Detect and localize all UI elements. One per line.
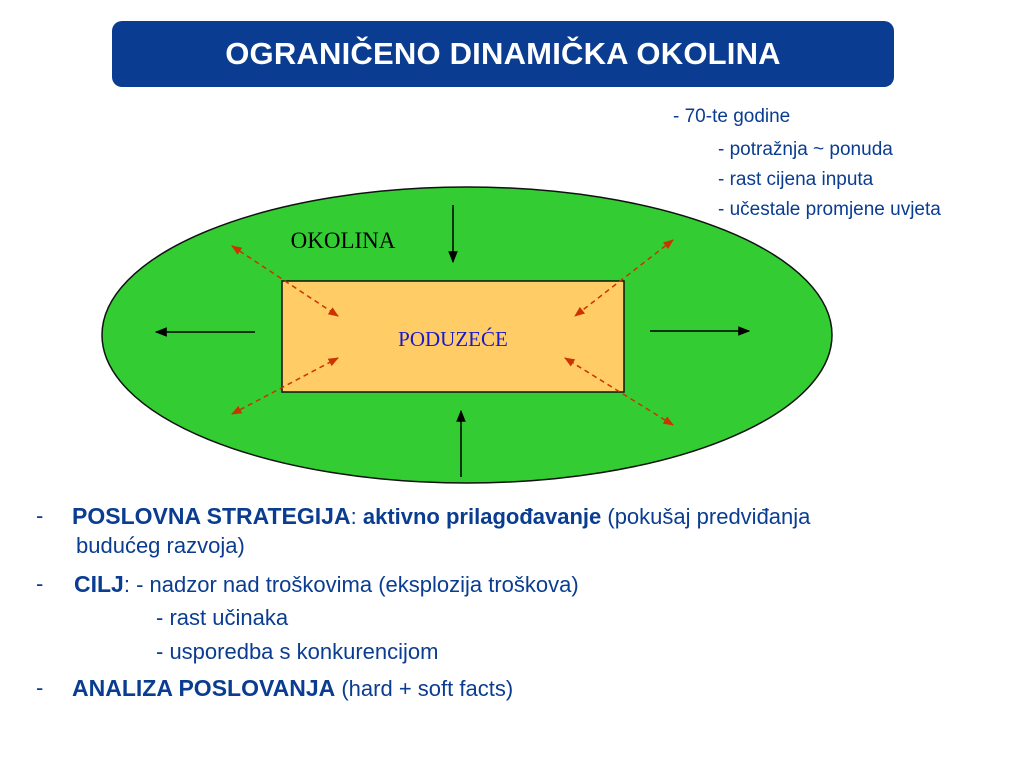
- strategy-colon: :: [350, 504, 357, 529]
- environment-label: OKOLINA: [290, 228, 396, 253]
- analysis-rest: (hard + soft facts): [341, 676, 514, 701]
- slide-title: OGRANIČENO DINAMIČKA OKOLINA: [225, 36, 781, 71]
- notes-heading: - 70-te godine: [673, 106, 791, 127]
- bullet-dash: -: [36, 571, 44, 596]
- bullet-goal: [36, 571, 996, 605]
- notes-item: - rast cijena inputa: [718, 169, 874, 190]
- strategy-rest: (pokušaj predviđanja: [607, 504, 811, 529]
- strategy-continuation: budućeg razvoja): [76, 533, 245, 558]
- strategy-label: POSLOVNA STRATEGIJA: [72, 503, 351, 529]
- bullet-list: [36, 503, 996, 709]
- bullet-analysis: [36, 675, 996, 709]
- notes-item: - potražnja ~ ponuda: [718, 139, 893, 160]
- goal-label: CILJ: [74, 571, 124, 597]
- company-label: PODUZEĆE: [398, 327, 508, 351]
- goal-colon: :: [123, 572, 130, 597]
- goal-item: - rast učinaka: [156, 605, 289, 630]
- goal-item: - nadzor nad troškovima (eksplozija troškova): [136, 572, 579, 597]
- analysis-label: ANALIZA POSLOVANJA: [72, 675, 336, 701]
- bullet-dash: -: [36, 675, 44, 700]
- bullet-dash: -: [36, 503, 44, 528]
- goal-item: - usporedba s konkurencijom: [156, 639, 439, 664]
- bullet-strategy: [36, 503, 996, 533]
- notes-item: - učestale promjene uvjeta: [718, 199, 941, 220]
- strategy-emphasis: aktivno prilagođavanje: [362, 504, 602, 529]
